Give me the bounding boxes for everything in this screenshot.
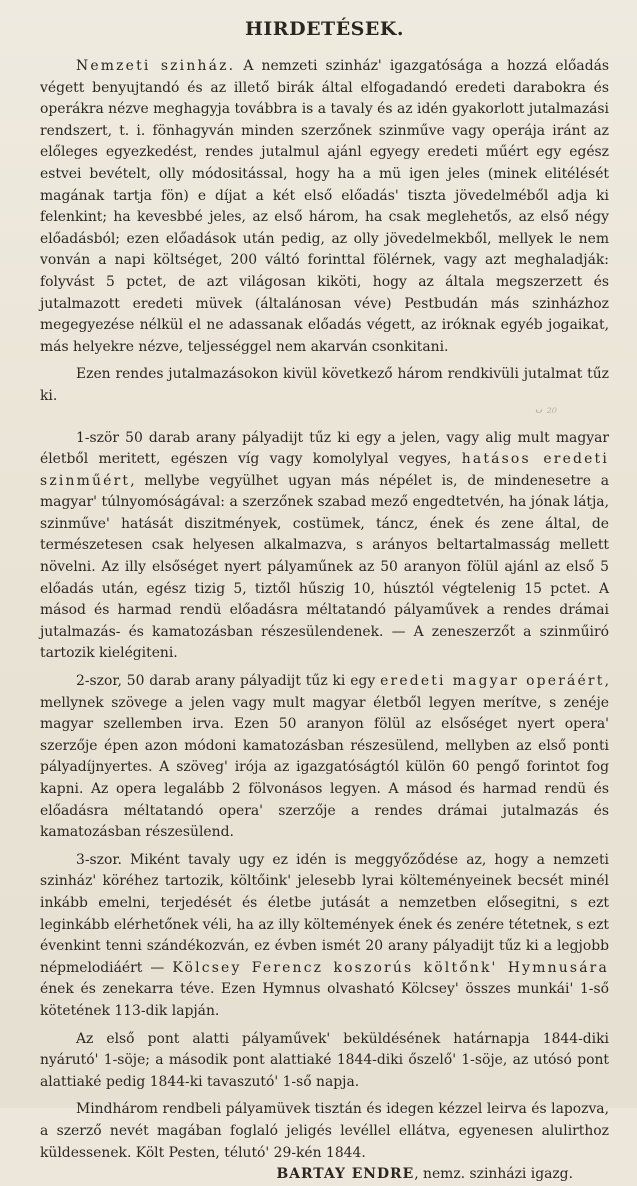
prize-3-text-a: 3-szor. Miként tavaly ugy ez idén is meggyőződése az, hogy a nemzeti szinház' köréhez tartozik, költőink' jelesebb lyrai költeményeinek becsét minél inkább emelni, terjedését és életbe jutását a nemzetben elősegitni, s ezt leginkább elérhetőnek véli, ha az illy költemények ének és zenére tétetnek, s ezt évenkint tenni szándékozván, ez évben ismét 20 arany pályadijt tűz ki a legjobb népmelodiáért — [40, 851, 609, 976]
prize-1-text-a: 1-ször 50 darab arany pályadijt tűz ki egy a jelen, vagy alig mult magyar életből meritett, egészen víg vagy komolylyal vegyes, [40, 429, 609, 468]
faint-mark: ᴗ ₂₀ [534, 401, 557, 417]
paragraph-intro [40, 56, 609, 358]
paragraph-prize-2 [40, 671, 609, 844]
paragraph-prize-3 [40, 850, 609, 1023]
prize-3-emphasis: Kölcsey Ferencz koszorús költőnk' Hymnusára [172, 959, 609, 976]
paragraph-prize-1 [40, 428, 609, 666]
paragraph-lead: Nemzeti szinház. [76, 58, 236, 74]
paragraph-extra-prizes: Ezen rendes jutalmazásokon kivül következő három rendkivüli jutalmat tűz ki. [40, 366, 609, 404]
signature-name: BARTAY ENDRE [276, 1166, 415, 1183]
section-separator [40, 401, 609, 428]
paragraph-deadlines: Az első pont alatti pályaművek' beküldésének határnapja 1844-diki nyárutó' 1-söje; a második pont alattiaké 1844-diki őszelő' 1-söje, az utósó pont alattiaké pedig 1844-ki tavaszutó' 1-ső napja. [40, 1030, 609, 1090]
page-title: HIRDETÉSEK. [244, 18, 405, 40]
paragraph-text: A nemzeti szinház' igazgatósága a hozzá előadás végett benyujtandó és az illető birák által elfogadandó eredeti darabokra és operákra nézve meghagyja továbbra is a tavaly és az idén gyakorlott jutalmazási rendszert, t. i. fönhagyván minden szerzőnek szinműve vagy operája iránt az előleges egyezkedést, rendes jutalmul ajánl egyegy eredeti műért egy egész estvei bevételt, olly módositással, hogy ha a mü igen jeles (minek elitélését magának tartja fön) e díjat a két első előadás' tiszta jövedelméből adja ki felenkint; ha kevesbbé jeles, az első három, ha csak meglehetős, az első négy előadásból; ezen előadások után pedig, az olly jövedelmekből, mellyek le nem vonván a napi költséget, 200 váltó forinttal fölérnek, vagy azt meghaladják: folyvást 5 pctet, de azt világosan kiköti, hogy az általa megszerzett és jutalmazott eredeti müvek (általánosan véve) Pestbudán más szinházhoz megegyezése nélkül el ne adassanak előadás végett, az iróknak egyéb jogaikat, más helyekre nézve, teljességgel nem akarván csonkitani. [40, 58, 609, 355]
prize-2-text-a: 2-szor, 50 darab arany pályadijt tűz ki egy [76, 673, 381, 690]
prize-1-text-b: , mellybe vegyülhet ugyan más népélet is, de mindenesetre a magyar' túlnyomóságával: a szerzőnek szabad mező engedtetvén, ha jónak látja, szinműve' hatását diszitmények, costümek, táncz, ének és zene által, de természetesen csak helyesen alkalmazva, s arányos beltartalmasság mellett növelni. Az illy elsőséget nyert pályaműnek az 50 aranyon fölül ajánl az első 5 előadás után, egész tizig 5, tiztől hűszig 10, húsztól végtelenig 15 pctet. A másod és harmad rendü előadásra méltatandó pályaművek a rendes drámai jutalmazás- és kamatozásban részesülendenek. — A zeneszerzőt a szinműiró tartozik kielégiteni. [40, 472, 609, 662]
prize-3-text-b: ének és zenekarra téve. Ezen Hymnus olvasható Kölcsey' összes munkái' 1-ső kötetének 113-dik lapján. [40, 981, 609, 1019]
prize-1-emphasis: hatásos eredeti szinműért [40, 451, 609, 489]
signature [40, 1164, 609, 1186]
paragraph-submission: Mindhárom rendbeli pályamüvek tisztán és idegen kézzel leirva és lapozva, a szerző nevét magában foglaló jeligés levéllel ellátva, egyenesen alulirthoz küldessenek. Költ Pesten, télutó' 29-kén 1844. [40, 1101, 609, 1161]
prize-2-emphasis: eredeti magyar operáért [380, 673, 605, 690]
signature-role: , nemz. szinházi igazg. [414, 1166, 573, 1183]
prize-2-text-b: , mellynek szövege a jelen vagy mult magyar életből legyen merítve, s zenéje magyar szellemben irva. Ezen 50 aranyon fölül az elsőséget nyert opera' szerzője épen azon módoni kamatozásban részesülend, mellyben az első ponti pályadíjnyertes. A szöveg' irója az igazgatóságtól külön 60 pengő forintot fog kapni. Az opera legalább 2 fölvonásos legyen. A másod és harmad rendü és előadásra méltatandó opera' szerzője a rendes drámai jutalmazás és kamatozásban részesülend. [40, 673, 609, 841]
